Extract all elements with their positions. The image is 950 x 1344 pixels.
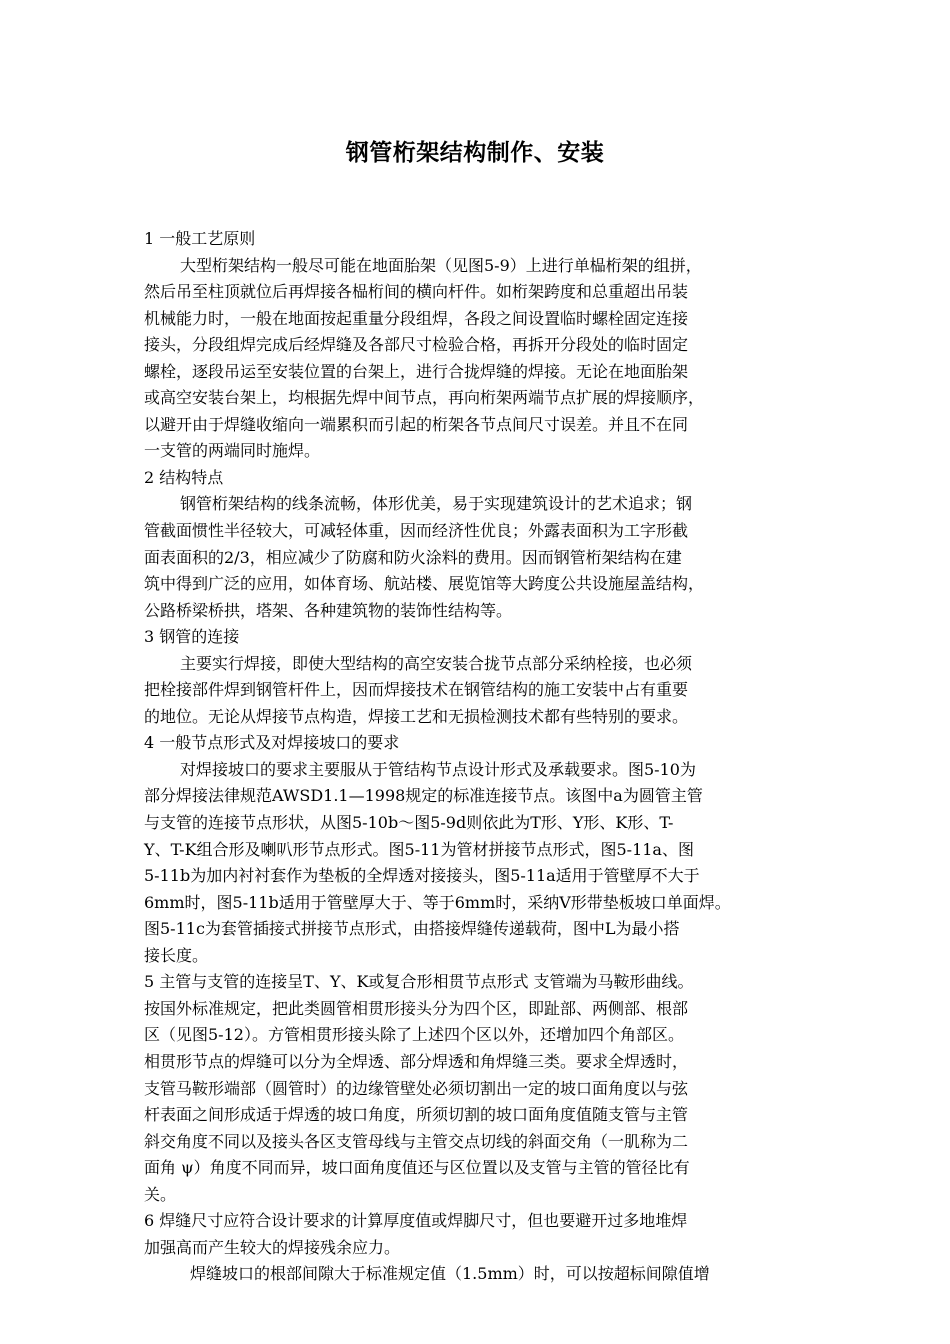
text-line: 以避开由于焊缝收缩向一端累积而引起的桁架各节点间尺寸误差。并且不在同 bbox=[144, 414, 689, 434]
text-line: 然后吊至柱顶就位后再焊接各榀桁间的横向杆件。如桁架跨度和总重超出吊装 bbox=[144, 282, 689, 302]
text-line: 关。 bbox=[144, 1184, 177, 1204]
text-line: Y、T-K组合形及喇叭形节点形式。图5-11为管材拼接节点形式，图5-11a、图 bbox=[144, 839, 694, 859]
text-line: 图5-11c为套管插接式拼接节点形式，由搭接焊缝传递载荷，图中L为最小搭 bbox=[144, 919, 680, 939]
document-body bbox=[144, 226, 824, 1288]
text-line: 6 焊缝尺寸应符合设计要求的计算厚度值或焊脚尺寸，但也要避开过多地堆焊 bbox=[144, 1211, 688, 1231]
text-line: 按国外标准规定，把此类圆管相贯形接头分为四个区，即趾部、两侧部、根部 bbox=[144, 998, 689, 1018]
text-line: 2 结构特点 bbox=[144, 467, 224, 487]
text-line: 面角 ψ）角度不同而异，坡口面角度值还与区位置以及支管与主管的管径比有 bbox=[144, 1158, 690, 1178]
text-line: 对焊接坡口的要求主要服从于管结构节点设计形式及承载要求。图5-10为 bbox=[180, 759, 696, 779]
text-line: 区（见图5-12）。方管相贯形接头除了上述四个区以外，还增加四个角部区。 bbox=[144, 1025, 684, 1045]
text-line: 螺栓，逐段吊运至安装位置的台架上，进行合拢焊缝的焊接。无论在地面胎架 bbox=[144, 361, 689, 381]
text-line: 筑中得到广泛的应用，如体育场、航站楼、展览馆等大跨度公共设施屋盖结构， bbox=[144, 574, 705, 594]
text-line: 与支管的连接节点形状，从图5-10b～图5-9d则依此为T形、Y形、K形、T- bbox=[144, 813, 674, 833]
text-line: 接头，分段组焊完成后经焊缝及各部尺寸检验合格，再拆开分段处的临时固定 bbox=[144, 335, 689, 355]
text-line: 机械能力时，一般在地面按起重量分段组焊，各段之间设置临时螺栓固定连接 bbox=[144, 308, 689, 328]
text-line: 1 一般工艺原则 bbox=[144, 229, 256, 248]
text-line: 6mm时，图5-11b适用于管壁厚大于、等于6mm时，采纳V形带垫板坡口单面焊。 bbox=[144, 892, 731, 912]
text-line: 4 一般节点形式及对焊接坡口的要求 bbox=[144, 733, 400, 753]
text-line: 主要实行焊接，即使大型结构的高空安装合拢节点部分采纳栓接，也必须 bbox=[180, 653, 693, 673]
text-line: 焊缝坡口的根部间隙大于标准规定值（1.5mm）时，可以按超标间隙值增 bbox=[190, 1264, 710, 1284]
text-line: 面表面积的2/3，相应减少了防腐和防火涂料的费用。因而钢管桁架结构在建 bbox=[144, 547, 682, 567]
text-line: 加强高而产生较大的焊接残余应力。 bbox=[144, 1237, 401, 1257]
text-line: 相贯形节点的焊缝可以分为全焊透、部分焊透和角焊缝三类。要求全焊透时， bbox=[144, 1051, 689, 1071]
text-line: 公路桥梁桥拱，塔架、各种建筑物的装饰性结构等。 bbox=[144, 600, 513, 620]
text-line: 的地位。无论从焊接节点构造，焊接工艺和无损检测技术都有些特别的要求。 bbox=[144, 706, 689, 726]
text-line: 杆表面之间形成适于焊透的坡口角度，所须切割的坡口面角度值随支管与主管 bbox=[144, 1105, 689, 1125]
text-line: 或高空安装台架上，均根据先焊中间节点，再向桁架两端节点扩展的焊接顺序， bbox=[144, 388, 705, 408]
text-line: 支管马鞍形端部（圆管时）的边缘管壁处必须切割出一定的坡口面角度以与弦 bbox=[144, 1078, 689, 1098]
text-line: 部分焊接法律规范AWSD1.1—1998规定的标准连接节点。该图中a为圆管主管 bbox=[144, 786, 703, 806]
text-line: 把栓接部件焊到钢管杆件上，因而焊接技术在钢管结构的施工安装中占有重要 bbox=[144, 680, 689, 700]
text-line: 管截面惯性半径较大，可减轻体重，因而经济性优良；外露表面积为工字形截 bbox=[144, 521, 689, 541]
text-line: 3 钢管的连接 bbox=[144, 627, 240, 647]
text-line: 接长度。 bbox=[144, 945, 209, 965]
document-title: 钢管桁架结构制作、安装 bbox=[345, 139, 605, 166]
text-line: 5 主管与支管的连接呈T、Y、K或复合形相贯节点形式 支管端为马鞍形曲线。 bbox=[144, 972, 694, 992]
text-line: 大型桁架结构一般尽可能在地面胎架（见图5-9）上进行单榀桁架的组拼， bbox=[180, 255, 702, 275]
text-line: 钢管桁架结构的线条流畅，体形优美，易于实现建筑设计的艺术追求；钢 bbox=[180, 494, 693, 514]
text-line: 5-11b为加内衬衬套作为垫板的全焊透对接接头，图5-11a适用于管壁厚不大于 bbox=[144, 866, 700, 886]
text-line: 斜交角度不同以及接头各区支管母线与主管交点切线的斜面交角（一肌称为二 bbox=[144, 1131, 689, 1151]
text-line: 一支管的两端同时施焊。 bbox=[144, 441, 321, 461]
